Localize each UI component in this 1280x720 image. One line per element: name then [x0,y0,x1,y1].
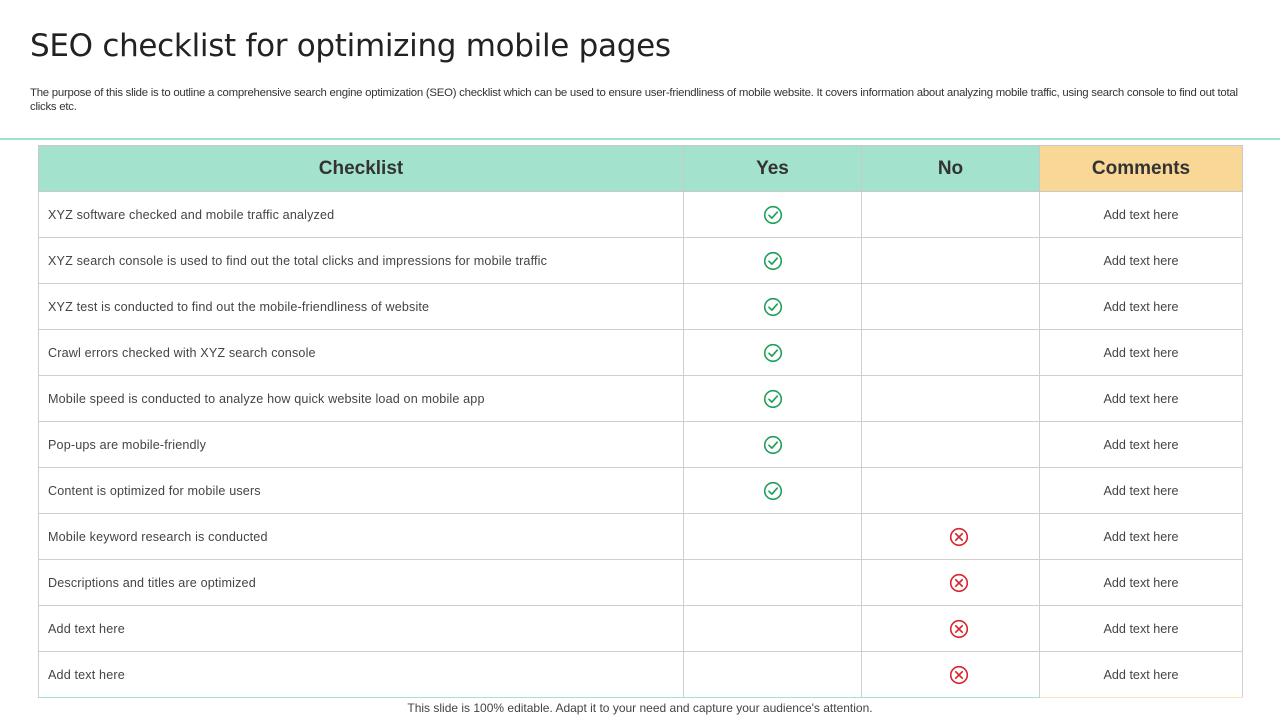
check-circle-icon [763,205,783,225]
no-cell [862,468,1040,514]
table-row [39,238,1243,284]
no-cell [862,560,1040,606]
yes-cell [684,422,862,468]
table-row [39,652,1243,698]
checklist-item: Add text here [39,606,684,652]
table-header-row [39,146,1243,192]
yes-cell [684,652,862,698]
comment-cell: Add text here [1040,606,1243,652]
yes-cell [684,284,862,330]
table-row [39,422,1243,468]
table-row [39,560,1243,606]
header-yes: Yes [684,146,862,192]
comment-cell: Add text here [1040,422,1243,468]
divider-line [0,138,1280,140]
table-row [39,330,1243,376]
no-cell [862,606,1040,652]
table-row [39,284,1243,330]
header-checklist: Checklist [39,146,684,192]
no-cell [862,330,1040,376]
table-row [39,514,1243,560]
header-no: No [862,146,1040,192]
comment-cell: Add text here [1040,192,1243,238]
x-circle-icon [949,527,969,547]
yes-cell [684,376,862,422]
yes-cell [684,560,862,606]
check-circle-icon [763,251,783,271]
check-circle-icon [763,389,783,409]
yes-cell [684,514,862,560]
check-circle-icon [763,297,783,317]
footer-note: This slide is 100% editable. Adapt it to your need and capture your audience's attention. [407,701,873,715]
comment-cell: Add text here [1040,652,1243,698]
yes-cell [684,330,862,376]
check-circle-icon [763,481,783,501]
no-cell [862,284,1040,330]
yes-cell [684,238,862,284]
comment-cell: Add text here [1040,284,1243,330]
checklist-item: Add text here [39,652,684,698]
table-row [39,192,1243,238]
checklist-item: XYZ search console is used to find out the total clicks and impressions for mobile traffic [39,238,684,284]
checklist-item: Pop-ups are mobile-friendly [39,422,684,468]
no-cell [862,422,1040,468]
comment-cell: Add text here [1040,560,1243,606]
table-row [39,376,1243,422]
no-cell [862,652,1040,698]
table-body [39,192,1243,698]
x-circle-icon [949,665,969,685]
no-cell [862,514,1040,560]
x-circle-icon [949,619,969,639]
checklist-item: Mobile keyword research is conducted [39,514,684,560]
checklist-item: Descriptions and titles are optimized [39,560,684,606]
yes-cell [684,606,862,652]
checklist-item: Mobile speed is conducted to analyze how quick website load on mobile app [39,376,684,422]
no-cell [862,238,1040,284]
checklist-table [38,145,1243,698]
table-row [39,468,1243,514]
page-title: SEO checklist for optimizing mobile pages [30,28,671,64]
x-circle-icon [949,573,969,593]
checklist-item: XYZ test is conducted to find out the mobile-friendliness of website [39,284,684,330]
check-circle-icon [763,435,783,455]
checklist-item: Content is optimized for mobile users [39,468,684,514]
comment-cell: Add text here [1040,330,1243,376]
table-row [39,606,1243,652]
no-cell [862,376,1040,422]
comment-cell: Add text here [1040,376,1243,422]
no-cell [862,192,1040,238]
slide-description: The purpose of this slide is to outline a comprehensive search engine optimization (SEO) checklist which can be used to ensure user-friendliness of mobile website. It covers information about analyzing mobile traffic, using search console to find out total clicks etc. [30,87,1238,113]
checklist-item: XYZ software checked and mobile traffic analyzed [39,192,684,238]
check-circle-icon [763,343,783,363]
yes-cell [684,468,862,514]
comment-cell: Add text here [1040,514,1243,560]
header-comments: Comments [1040,146,1243,192]
checklist-item: Crawl errors checked with XYZ search console [39,330,684,376]
comment-cell: Add text here [1040,238,1243,284]
comment-cell: Add text here [1040,468,1243,514]
yes-cell [684,192,862,238]
